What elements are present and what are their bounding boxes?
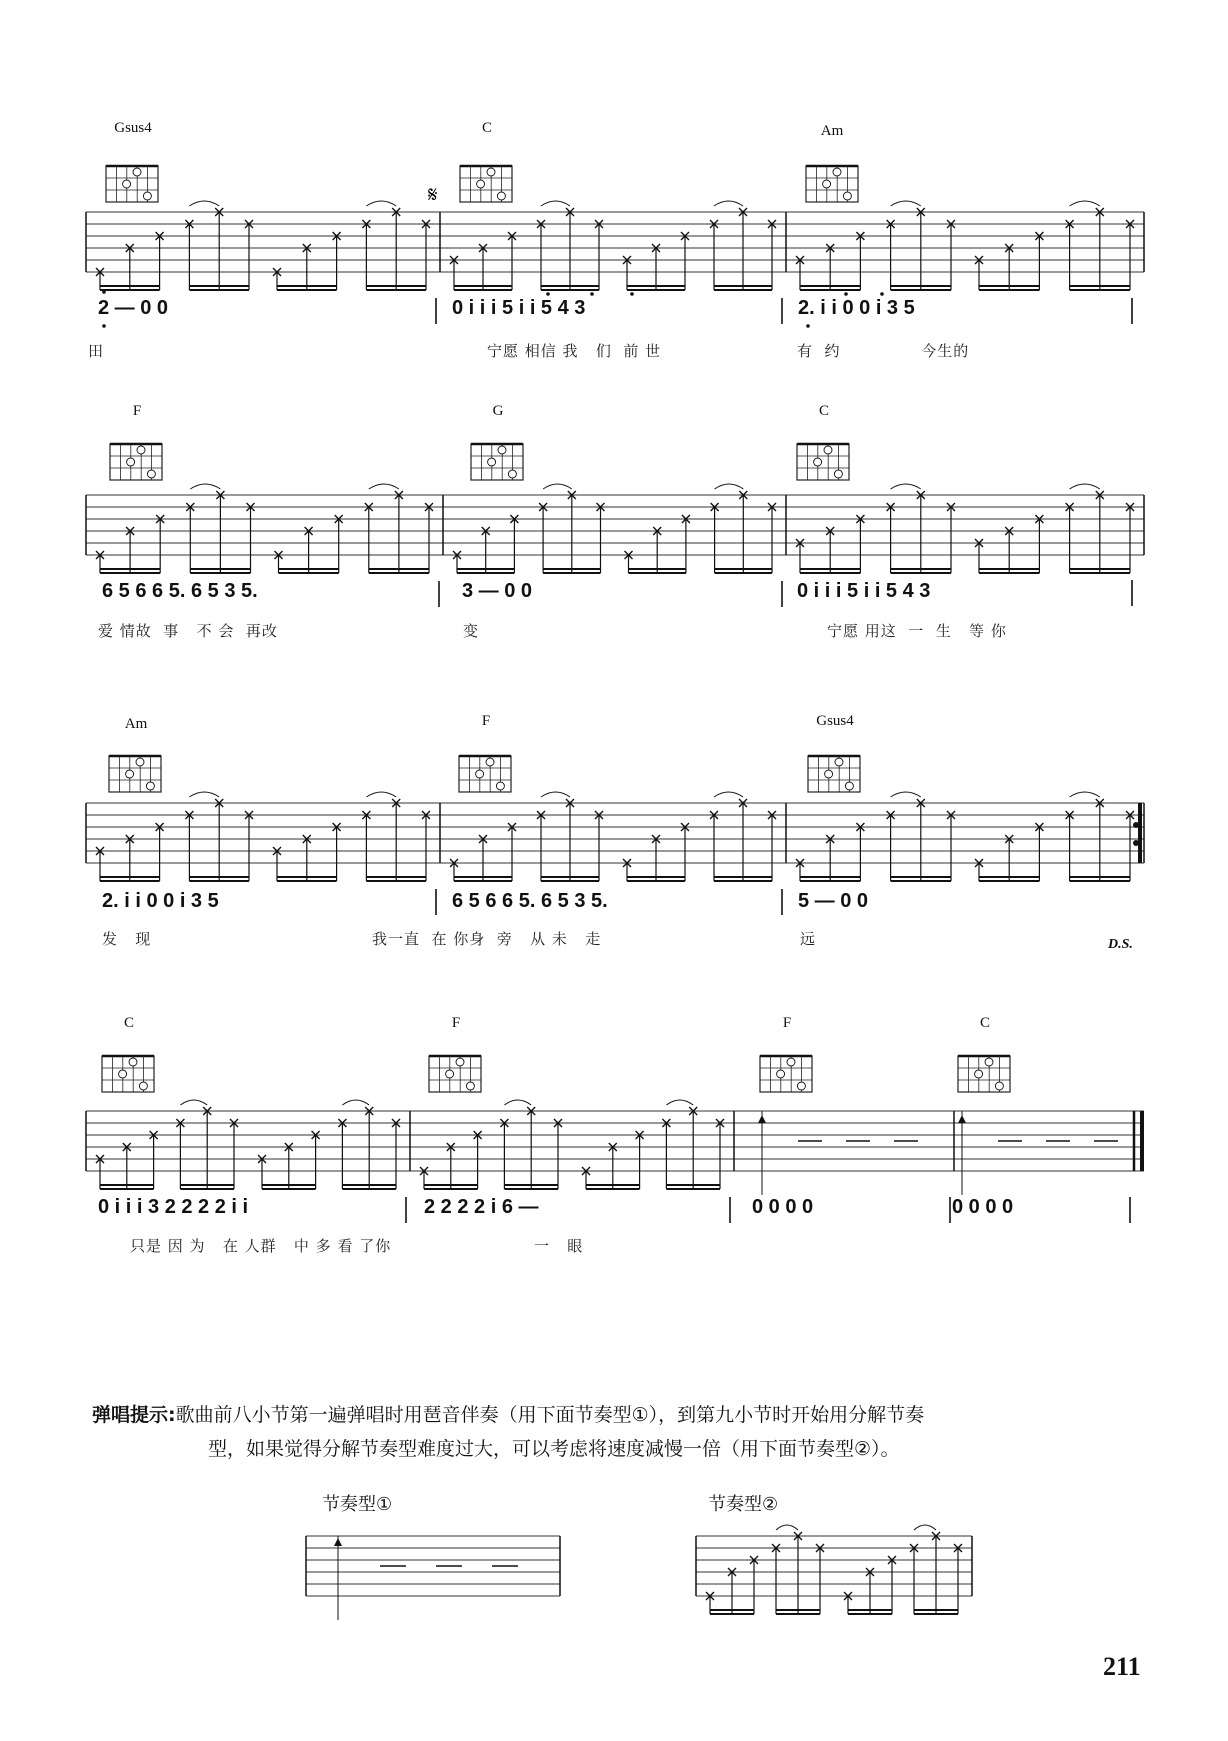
notation-measure: 0 i i i 5 i i 5 4 3: [797, 580, 931, 602]
lyric-line: 一 眼: [534, 1237, 584, 1255]
chord-diagram-1-1-finger: [498, 446, 506, 454]
chord-diagram-2-2-finger: [825, 770, 833, 778]
notation-measure: 5 — 0 0: [798, 890, 869, 912]
chord-diagram-0-1-finger: [497, 192, 505, 200]
notation-measure: 2 — 0 0: [98, 297, 169, 319]
chord-label: F: [782, 1015, 792, 1031]
chord-diagram-3-2-finger: [787, 1058, 795, 1066]
tie: [1070, 201, 1100, 206]
chord-diagram-2-0-finger: [136, 758, 144, 766]
tie: [891, 484, 921, 489]
chord-label: Gsus4: [114, 120, 152, 136]
tie: [914, 1525, 936, 1530]
lyric-line: 远: [800, 930, 817, 948]
chord-diagram-1-2-finger: [824, 446, 832, 454]
lyric-line: 发 现: [102, 930, 152, 948]
notation-measure: 6 5 6 6 5. 6 5 3 5.: [102, 580, 258, 602]
tip-line2: 型，如果觉得分解节奏型难度过大，可以考虑将速度减慢一倍（用下面节奏型②）。: [208, 1438, 900, 1460]
chord-diagram-1-2-finger: [834, 470, 842, 478]
chord-diagram-1-0-finger: [137, 446, 145, 454]
tie: [891, 792, 921, 797]
tip-label: 弹唱提示:: [92, 1404, 176, 1426]
tie: [714, 792, 743, 797]
tie: [190, 484, 220, 489]
octave-dot: [590, 292, 594, 296]
tie: [541, 792, 570, 797]
tie: [369, 484, 399, 489]
tie: [715, 484, 744, 489]
chord-label: F: [481, 713, 491, 729]
pattern-2-title: 节奏型②: [708, 1494, 779, 1515]
octave-dot: [102, 324, 106, 328]
notation-measure: 0 i i i 3 2 2 2 2 i i: [98, 1196, 249, 1218]
chord-diagram-1-2-finger: [814, 458, 822, 466]
chord-label: G: [492, 403, 504, 419]
chord-diagram-0-2-finger: [823, 180, 831, 188]
arpeggio-arrow: [958, 1115, 966, 1123]
chord-diagram-1-1-finger: [508, 470, 516, 478]
lyric-line: 我一直 在 你身 旁 从 未 走: [372, 930, 602, 948]
chord-diagram-3-0-finger: [139, 1082, 147, 1090]
octave-dot: [102, 290, 106, 294]
tie: [891, 201, 921, 206]
chord-label: Am: [820, 123, 844, 139]
lyric-line: 爱 情故 事 不 会 再改: [98, 622, 278, 640]
notation-measure: 2. i i 0 0 i 3 5: [102, 890, 219, 912]
chord-diagram-2-1-finger: [486, 758, 494, 766]
lyric-line: 宁愿 相信 我 们 前 世: [487, 342, 662, 360]
chord-diagram-1-0-finger: [147, 470, 155, 478]
octave-dot: [630, 292, 634, 296]
notation-measure: 2. i i 0 0 i 3 5: [798, 297, 915, 319]
chord-diagram-1-0-finger: [127, 458, 135, 466]
chord-label: C: [818, 403, 829, 419]
chord-diagram-0-0-finger: [143, 192, 151, 200]
chord-diagram-3-1-finger: [466, 1082, 474, 1090]
tie: [776, 1525, 798, 1530]
chord-diagram-1-1-finger: [488, 458, 496, 466]
lyric-line: 田: [88, 342, 105, 360]
arpeggio-arrow: [758, 1115, 766, 1123]
tie: [1070, 484, 1100, 489]
playing-tip: [92, 1398, 1152, 1432]
tie: [714, 201, 743, 206]
tie: [504, 1100, 531, 1105]
chord-diagram-0-1-finger: [477, 180, 485, 188]
arpeggio-arrow: [334, 1538, 342, 1546]
pattern-1-title: 节奏型①: [322, 1494, 393, 1515]
chord-diagram-2-1-finger: [496, 782, 504, 790]
notation-measure: 0 i i i 5 i i 5 4 3: [452, 297, 586, 319]
octave-dot: [806, 324, 810, 328]
octave-dot: [844, 292, 848, 296]
chord-label: F: [132, 403, 142, 419]
chord-diagram-2-2-finger: [835, 758, 843, 766]
chord-diagram-2-1-finger: [476, 770, 484, 778]
chord-diagram-3-3-finger: [975, 1070, 983, 1078]
notation-measure: 3 — 0 0: [462, 580, 533, 602]
chord-diagram-0-0-finger: [133, 168, 141, 176]
lyric-line: 变: [463, 622, 480, 640]
chord-diagram-0-1-finger: [487, 168, 495, 176]
chord-diagram-0-2-finger: [833, 168, 841, 176]
chord-diagram-3-0-finger: [129, 1058, 137, 1066]
chord-diagram-2-0-finger: [146, 782, 154, 790]
chord-label: Am: [124, 716, 148, 732]
chord-diagram-3-1-finger: [446, 1070, 454, 1078]
chord-diagram-3-3-finger: [995, 1082, 1003, 1090]
tie: [541, 201, 570, 206]
octave-dot: [880, 292, 884, 296]
chord-label: C: [481, 120, 492, 136]
chord-diagram-2-2-finger: [845, 782, 853, 790]
chord-diagram-0-2-finger: [843, 192, 851, 200]
tie: [366, 201, 396, 206]
chord-diagram-3-1-finger: [456, 1058, 464, 1066]
playing-tip-cont: [208, 1432, 1168, 1466]
page-number: 211: [1103, 1652, 1141, 1681]
notation-measure: 0 0 0 0: [752, 1196, 814, 1218]
tie: [180, 1100, 207, 1105]
tie: [1070, 792, 1100, 797]
ds-mark: D.S.: [1108, 937, 1133, 952]
lyric-line: 宁愿 用这 一 生 等 你: [827, 622, 1007, 640]
notation-measure: 6 5 6 6 5. 6 5 3 5.: [452, 890, 608, 912]
tie: [366, 792, 396, 797]
chord-diagram-2-0-finger: [126, 770, 134, 778]
notation-measure: 0 0 0 0: [952, 1196, 1014, 1218]
tie: [189, 792, 219, 797]
chord-diagram-3-0-finger: [119, 1070, 127, 1078]
chord-label: F: [451, 1015, 461, 1031]
notation-measure: 2 2 2 2 i 6 —: [424, 1196, 539, 1218]
tip-line1: 歌曲前八小节第一遍弹唱时用琶音伴奏（用下面节奏型①），到第九小节时开始用分解节奏: [175, 1404, 925, 1426]
octave-dot: [546, 292, 550, 296]
chord-diagram-0-0-finger: [123, 180, 131, 188]
chord-label: C: [123, 1015, 134, 1031]
lyric-line: 只是 因 为 在 人群 中 多 看 了你: [130, 1237, 392, 1255]
tie: [189, 201, 219, 206]
tie: [342, 1100, 369, 1105]
chord-label: Gsus4: [816, 713, 854, 729]
chord-diagram-3-3-finger: [985, 1058, 993, 1066]
lyric-line: 有 约 今生的: [797, 342, 970, 360]
tie: [666, 1100, 693, 1105]
chord-diagram-3-2-finger: [777, 1070, 785, 1078]
segno-icon: 𝄋: [428, 183, 438, 208]
chord-diagram-3-2-finger: [797, 1082, 805, 1090]
chord-label: C: [979, 1015, 990, 1031]
tie: [543, 484, 572, 489]
